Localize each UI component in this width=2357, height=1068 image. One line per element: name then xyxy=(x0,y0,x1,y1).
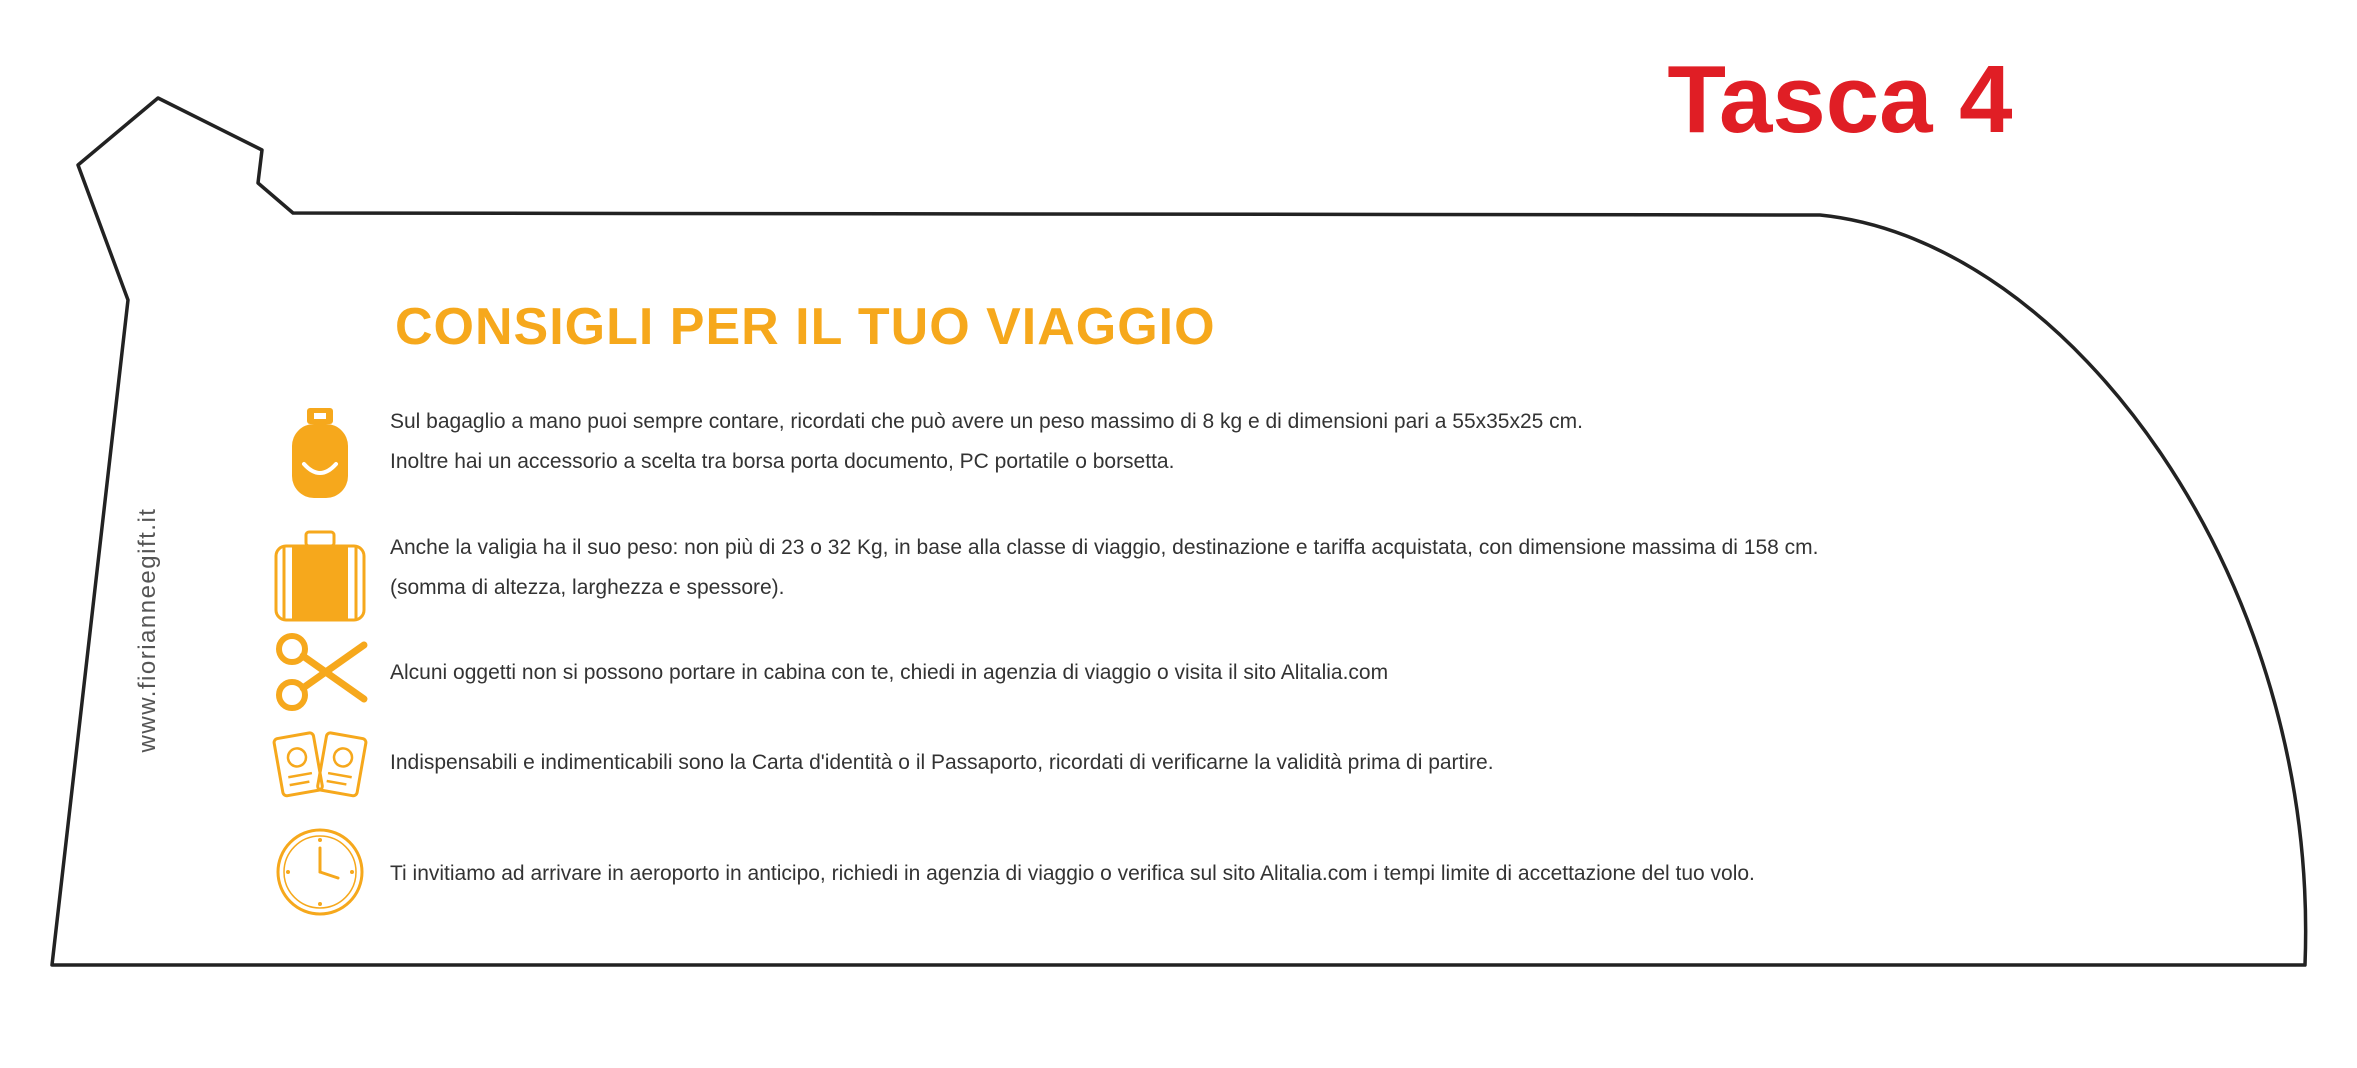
passport-icon xyxy=(270,713,370,813)
scissors-icon xyxy=(270,623,370,723)
website-url: www.fiorianneegift.it xyxy=(134,507,161,753)
clock-icon xyxy=(270,822,370,922)
pocket-number-label: Tasca 4 xyxy=(1667,46,2013,153)
tip-text-line: Anche la valigia ha il suo peso: non più di 23 o 32 Kg, in base alla classe di viaggio, destinazione e tariffa acquistata, con dimensione massima di 158 cm. xyxy=(390,536,1819,559)
tip-text-line: (somma di altezza, larghezza e spessore). xyxy=(390,576,785,599)
tip-carry-on xyxy=(270,402,2200,502)
tip-documents xyxy=(270,713,2200,813)
section-heading: CONSIGLI PER IL TUO VIAGGIO xyxy=(395,298,1216,356)
tip-text-line: Alcuni oggetti non si possono portare in cabina con te, chiedi in agenzia di viaggio o visita il sito Alitalia.com xyxy=(390,661,1389,684)
carry-on-bag-icon xyxy=(270,402,370,502)
tip-text-line: Sul bagaglio a mano puoi sempre contare, ricordati che può avere un peso massimo di 8 kg e di dimensioni pari a 55x35x25 cm. xyxy=(390,410,1584,433)
tip-scissors xyxy=(270,623,2200,723)
tip-arrival-time xyxy=(270,822,2200,922)
tip-text-line: Indispensabili e indimenticabili sono la Carta d'identità o il Passaporto, ricordati di verificarne la validità prima di partire. xyxy=(390,751,1494,774)
tip-text-line: Inoltre hai un accessorio a scelta tra borsa porta documento, PC portatile o borsetta. xyxy=(390,450,1175,473)
tip-text-line: Ti invitiamo ad arrivare in aeroporto in anticipo, richiedi in agenzia di viaggio o verifica sul sito Alitalia.com i tempi limite di accettazione del tuo volo. xyxy=(390,862,1755,885)
tip-suitcase xyxy=(270,528,2200,628)
suitcase-icon xyxy=(270,528,370,628)
